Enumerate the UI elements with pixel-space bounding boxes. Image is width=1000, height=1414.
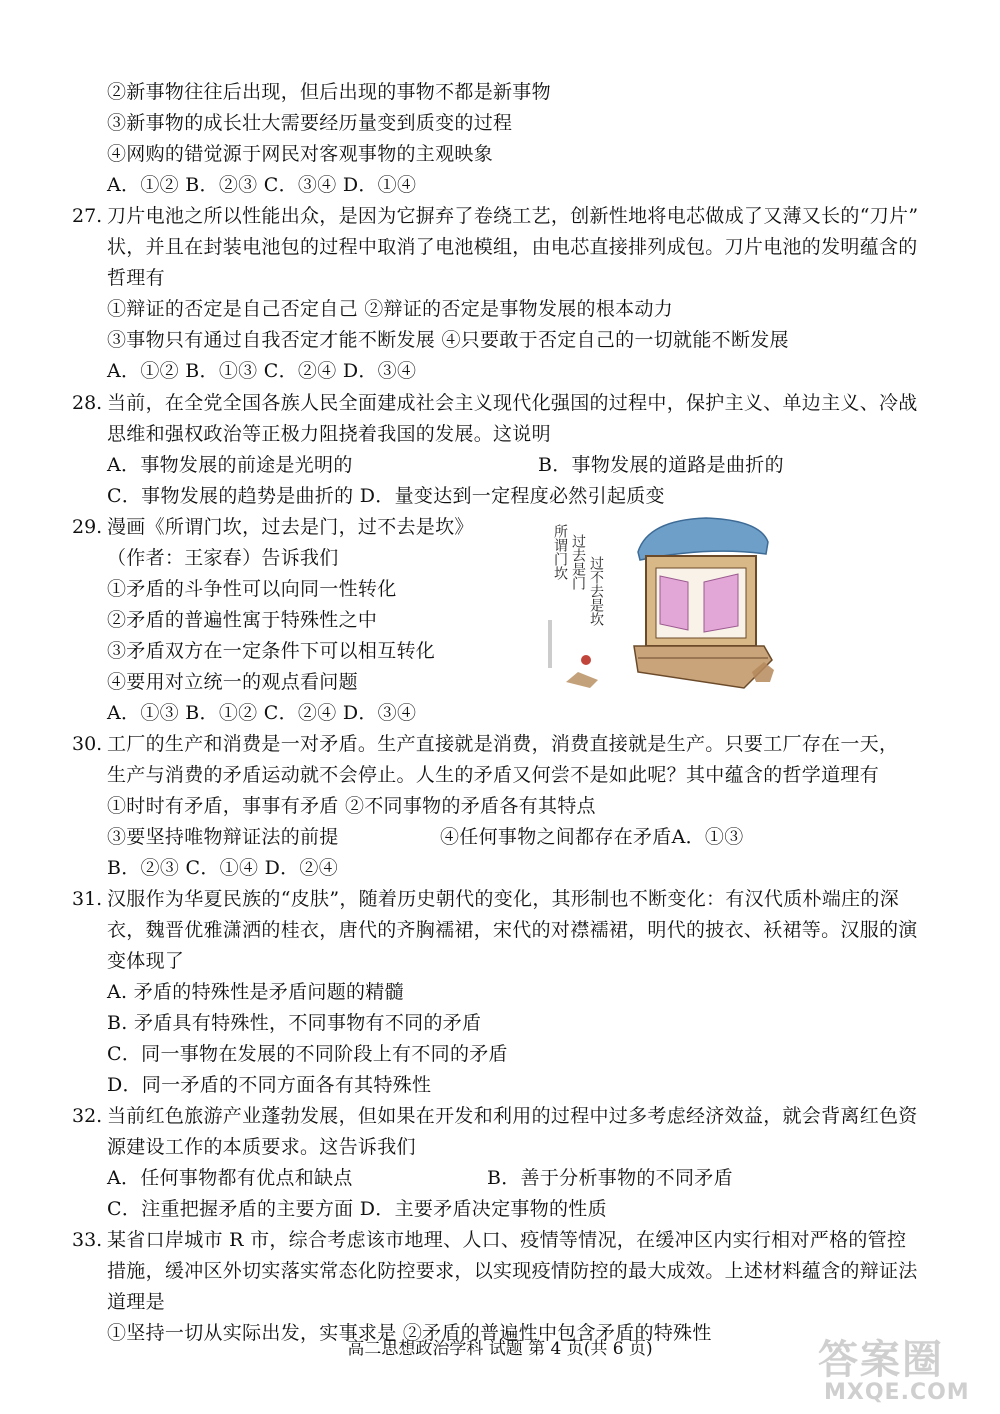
text-line: A．①② B．②③ C．③④ D．①④ [107,174,417,196]
text-line: C．同一事物在发展的不同阶段上有不同的矛盾 [107,1043,508,1065]
option-right: ④任何事物之间都存在矛盾A．①③ [440,826,744,848]
threshold-shape [634,646,772,688]
question-number: 30. [72,733,103,755]
text-line: D．同一矛盾的不同方面各有其特殊性 [107,1074,432,1096]
text-line: C．注重把握矛盾的主要方面 D．主要矛盾决定事物的性质 [107,1198,607,1220]
text-line: ③事物只有通过自我否定才能不断发展 ④只要敢于否定自己的一切就能不断发展 [107,329,789,351]
option-left: A．事物发展的前途是光明的 [107,454,353,476]
cartoon-illustration [538,512,774,694]
text-line: 生产与消费的矛盾运动就不会停止。人生的矛盾又何尝不是如此呢？其中蕴含的哲学道理有 [107,764,880,786]
text-line: C．事物发展的趋势是曲折的 D．量变达到一定程度必然引起质变 [107,485,665,507]
cartoon-caption-col-2: 过去是门 [570,534,586,590]
text-line: A．①③ B．①② C．②④ D．③④ [107,702,417,724]
question-number: 27. [72,205,103,227]
question-number: 31. [72,888,103,910]
question-number: 29. [72,516,103,538]
text-line: 思维和强权政治等正极力阻挠着我国的发展。这说明 [107,423,551,445]
text-line: 工厂的生产和消费是一对矛盾。生产直接就是消费，消费直接就是生产。只要工厂存在一天， [107,733,899,755]
text-line: 当前，在全党全国各族人民全面建成社会主义现代化强国的过程中，保护主义、单边主义、冷战 [107,392,918,414]
text-line: B．②③ C．①④ D．②④ [107,857,339,879]
right-door-shape [704,574,738,632]
watermark-logo [818,1328,994,1410]
text-line: 当前红色旅游产业蓬勃发展，但如果在开发和利用的过程中过多考虑经济效益，就会背离红色资 [107,1105,918,1127]
text-line: 漫画《所谓门坎，过去是门，过不去是坎》 [107,516,474,538]
left-door-shape [660,576,688,630]
text-line: ②矛盾的普遍性寓于特殊性之中 [107,609,378,631]
text-line: ③新事物的成长壮大需要经历量变到质变的过程 [107,112,513,134]
option-right: B．善于分析事物的不同矛盾 [487,1167,733,1189]
text-line: 道理是 [107,1291,165,1313]
watermark-text: 答案圈 [818,1337,944,1383]
text-line: 哲理有 [107,267,165,289]
text-line: ①辩证的否定是自己否定自己 ②辩证的否定是事物发展的根本动力 [107,298,674,320]
text-line: ①时时有矛盾，事事有矛盾 ②不同事物的矛盾各有其特点 [107,795,596,817]
text-line: ④要用对立统一的观点看问题 [107,671,358,693]
cartoon-caption-col-1: 所谓门坎 [552,524,568,580]
text-line: ③矛盾双方在一定条件下可以相互转化 [107,640,436,662]
text-line: ④网购的错觉源于网民对客观事物的主观映象 [107,143,494,165]
rock-shape [566,672,598,688]
question-number: 33. [72,1229,103,1251]
question-number: 32. [72,1105,103,1127]
text-line: 汉服作为华夏民族的“皮肤”，随着历史朝代的变化，其形制也不断变化：有汉代质朴端庄的深 [107,888,900,910]
option-left: ③要坚持唯物辩证法的前提 [107,826,339,848]
text-line: B. 矛盾具有特殊性，不同事物有不同的矛盾 [107,1012,482,1034]
text-line: 某省口岸城市 R 市，综合考虑该市地理、人口、疫情等情况，在缓冲区内实行相对严格的管控 [107,1229,907,1251]
roof-shape [638,518,768,560]
page-footer: 高二思想政治学科 试题 第 4 页(共 6 页) [347,1339,653,1359]
red-seal-icon [581,655,591,665]
cartoon-caption [552,524,604,626]
text-line: ②新事物往往后出现，但后出现的事物不都是新事物 [107,81,551,103]
text-line: ①坚持一切从实际出发，实事求是 ②矛盾的普遍性中包含矛盾的特殊性 [107,1322,712,1344]
text-line: 状，并且在封装电池包的过程中取消了电池模组，由电芯直接排列成包。刀片电池的发明蕴含的 [107,236,918,258]
text-line: 衣，魏晋优雅潇洒的桂衣，唐代的齐胸襦裙，宋代的对襟襦裙，明代的披衣、袄裙等。汉服的演 [107,919,918,941]
text-line: 措施，缓冲区外切实落实常态化防控要求，以实现疫情防控的最大成效。上述材料蕴含的辩证法 [107,1260,918,1282]
cartoon-caption-col-3: 过不去是坎 [588,556,604,626]
option-left: A．任何事物都有优点和缺点 [107,1167,353,1189]
text-line: 变体现了 [107,950,185,972]
option-right: B．事物发展的道路是曲折的 [538,454,784,476]
text-line: ①矛盾的斗争性可以向同一性转化 [107,578,397,600]
artist-signature-mark [548,620,552,668]
text-line: （作者：王家春）告诉我们 [107,547,339,569]
watermark-url: MXQE.COM [824,1380,970,1405]
text-line: A. 矛盾的特殊性是矛盾问题的精髓 [107,981,404,1003]
text-line: 源建设工作的本质要求。这告诉我们 [107,1136,416,1158]
question-number: 28. [72,392,103,414]
text-line: A．①② B．①③ C．②④ D．③④ [107,360,417,382]
text-line: 刀片电池之所以性能出众，是因为它摒弃了卷绕工艺，创新性地将电芯做成了又薄又长的“刀片” [107,205,919,227]
